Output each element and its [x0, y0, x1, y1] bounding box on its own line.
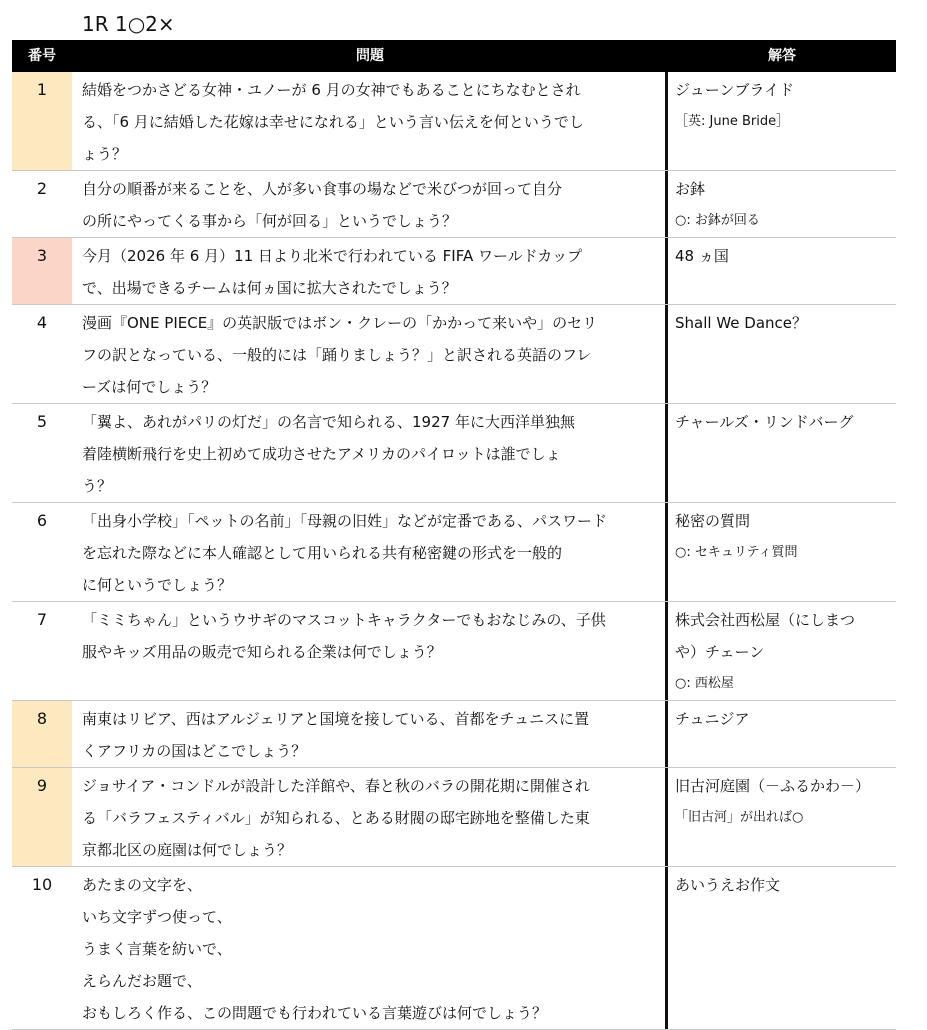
- answer-text-continued: や）チェーン: [675, 643, 765, 661]
- question-cell: [72, 768, 668, 866]
- question-number: 10: [31, 875, 53, 894]
- table-body: [12, 72, 896, 1030]
- answer-cell: [668, 867, 896, 1029]
- answer-cell: [668, 72, 896, 170]
- answer-cell: [668, 171, 896, 237]
- answer-cell: [668, 701, 896, 767]
- quiz-table: [12, 40, 896, 1030]
- question-line: に何というでしょう？: [82, 576, 233, 594]
- question-line: くアフリカの国はどこでしょう？: [82, 742, 307, 760]
- question-line: 結婚をつかさどる女神・ユノーが 6 月の女神でもあることにちなむとされ: [82, 81, 581, 99]
- table-row: [12, 701, 896, 768]
- header-number: 番号: [28, 48, 56, 64]
- question-number: 2: [36, 179, 48, 198]
- answer-cell: [668, 305, 896, 403]
- page-title: 1R 1○2×: [82, 12, 175, 36]
- question-line: 着陸横断飛行を史上初めて成功させたアメリカのパイロットは誰でしょ: [82, 445, 561, 463]
- question-number: 6: [36, 511, 48, 530]
- question-line: えらんだお題で、: [82, 972, 202, 990]
- table-row: [12, 602, 896, 701]
- table-row: [12, 238, 896, 305]
- question-line: で、出場できるチームは何ヵ国に拡大されたでしょう？: [82, 279, 457, 297]
- answer-text: 旧古河庭園（－ふるかわ－）: [675, 777, 871, 795]
- question-line: る、「6 月に結婚した花嫁は幸せになれる」という言い伝えを何というでし: [82, 113, 584, 131]
- answer-note: ○: セキュリティ質問: [675, 545, 798, 560]
- question-line: おもしろく作る、この問題でも行われている言葉遊びは何でしょう？: [82, 1004, 548, 1022]
- answer-text: 株式会社西松屋（にしまつ: [675, 611, 856, 629]
- question-cell: [72, 867, 668, 1029]
- question-line: を忘れた際などに本人確認として用いられる共有秘密鍵の形式を一般的: [82, 544, 563, 562]
- answer-text: 秘密の質問: [675, 512, 751, 530]
- question-line: いち文字ずつ使って、: [82, 908, 232, 926]
- answer-cell: [668, 404, 896, 502]
- table-row: [12, 72, 896, 171]
- question-cell: [72, 503, 668, 601]
- table-row: [12, 305, 896, 404]
- question-cell: [72, 72, 668, 170]
- answer-text: チュニジア: [675, 710, 750, 728]
- question-line: 「ミミちゃん」というウサギのマスコットキャラクターでもおなじみの、子供: [82, 611, 606, 629]
- answer-note: ○: 西松屋: [675, 676, 734, 691]
- question-number: 4: [36, 313, 48, 332]
- table-row: [12, 503, 896, 602]
- question-cell: [72, 602, 668, 700]
- question-line: 漫画『ONE PIECE』の英訳版ではボン・クレーの「かかって来いや」のセリ: [82, 314, 598, 332]
- question-line: 服やキッズ用品の販売で知られる企業は何でしょう？: [82, 643, 442, 661]
- question-number: 1: [12, 72, 72, 170]
- question-line: の所にやってくる事から「何が回る」というでしょう？: [82, 212, 458, 230]
- question-line: う？: [82, 477, 113, 495]
- answer-text: あいうえお作文: [675, 876, 781, 894]
- answer-note: ［英: June Bride］: [675, 114, 790, 129]
- question-line: 今月（2026 年 6 月）11 日より北米で行われている FIFA ワールドカップ: [82, 247, 583, 265]
- answer-text: Shall We Dance？: [675, 314, 807, 332]
- answer-text: 48 ヵ国: [675, 247, 729, 265]
- question-line: 南東はリビア、西はアルジェリアと国境を接している、首都をチュニスに置: [82, 710, 590, 728]
- answer-cell: [668, 238, 896, 304]
- question-cell: [72, 238, 668, 304]
- answer-text: お鉢: [675, 180, 706, 198]
- table-row: [12, 404, 896, 503]
- question-line: ジョサイア・コンドルが設計した洋館や、春と秋のバラの開花期に開催され: [82, 777, 590, 795]
- question-cell: [72, 404, 668, 502]
- answer-cell: [668, 602, 896, 700]
- answer-cell: [668, 768, 896, 866]
- question-line: 「翼よ、あれがパリの灯だ」の名言で知られる、1927 年に大西洋単独無: [82, 413, 575, 431]
- question-number: 3: [12, 238, 72, 304]
- question-line: ょう？: [82, 145, 128, 163]
- answer-note: ○: お鉢が回る: [675, 213, 760, 228]
- question-cell: [72, 305, 668, 403]
- question-cell: [72, 701, 668, 767]
- answer-text: ジューンブライド: [675, 81, 794, 99]
- table-row: [12, 867, 896, 1030]
- question-number: 5: [36, 412, 48, 431]
- table-header: [12, 40, 896, 72]
- answer-note: 「旧古河」が出れば○: [675, 810, 804, 825]
- question-line: る「バラフェスティバル」が知られる、とある財閥の邸宅跡地を整備した東: [82, 809, 590, 827]
- question-line: 自分の順番が来ることを、人が多い食事の場などで米びつが回って自分: [82, 180, 563, 198]
- question-line: フの訳となっている、一般的には「踊りましょう？」と訳される英語のフレ: [82, 346, 592, 364]
- answer-text: チャールズ・リンドバーグ: [675, 413, 854, 431]
- table-row: [12, 171, 896, 238]
- table-row: [12, 768, 896, 867]
- header-answer: 解答: [768, 48, 796, 64]
- question-line: 「出身小学校」「ペットの名前」「母親の旧姓」などが定番である、パスワード: [82, 512, 608, 530]
- question-line: ーズは何でしょう？: [82, 378, 217, 396]
- question-number: 9: [12, 768, 72, 866]
- question-line: うまく言葉を紡いで、: [82, 940, 232, 958]
- question-line: あたまの文字を、: [82, 876, 203, 894]
- question-line: 京都北区の庭園は何でしょう？: [82, 841, 293, 859]
- answer-cell: [668, 503, 896, 601]
- question-number: 7: [36, 610, 48, 629]
- header-question: 問題: [356, 48, 384, 64]
- question-number: 8: [12, 701, 72, 767]
- question-cell: [72, 171, 668, 237]
